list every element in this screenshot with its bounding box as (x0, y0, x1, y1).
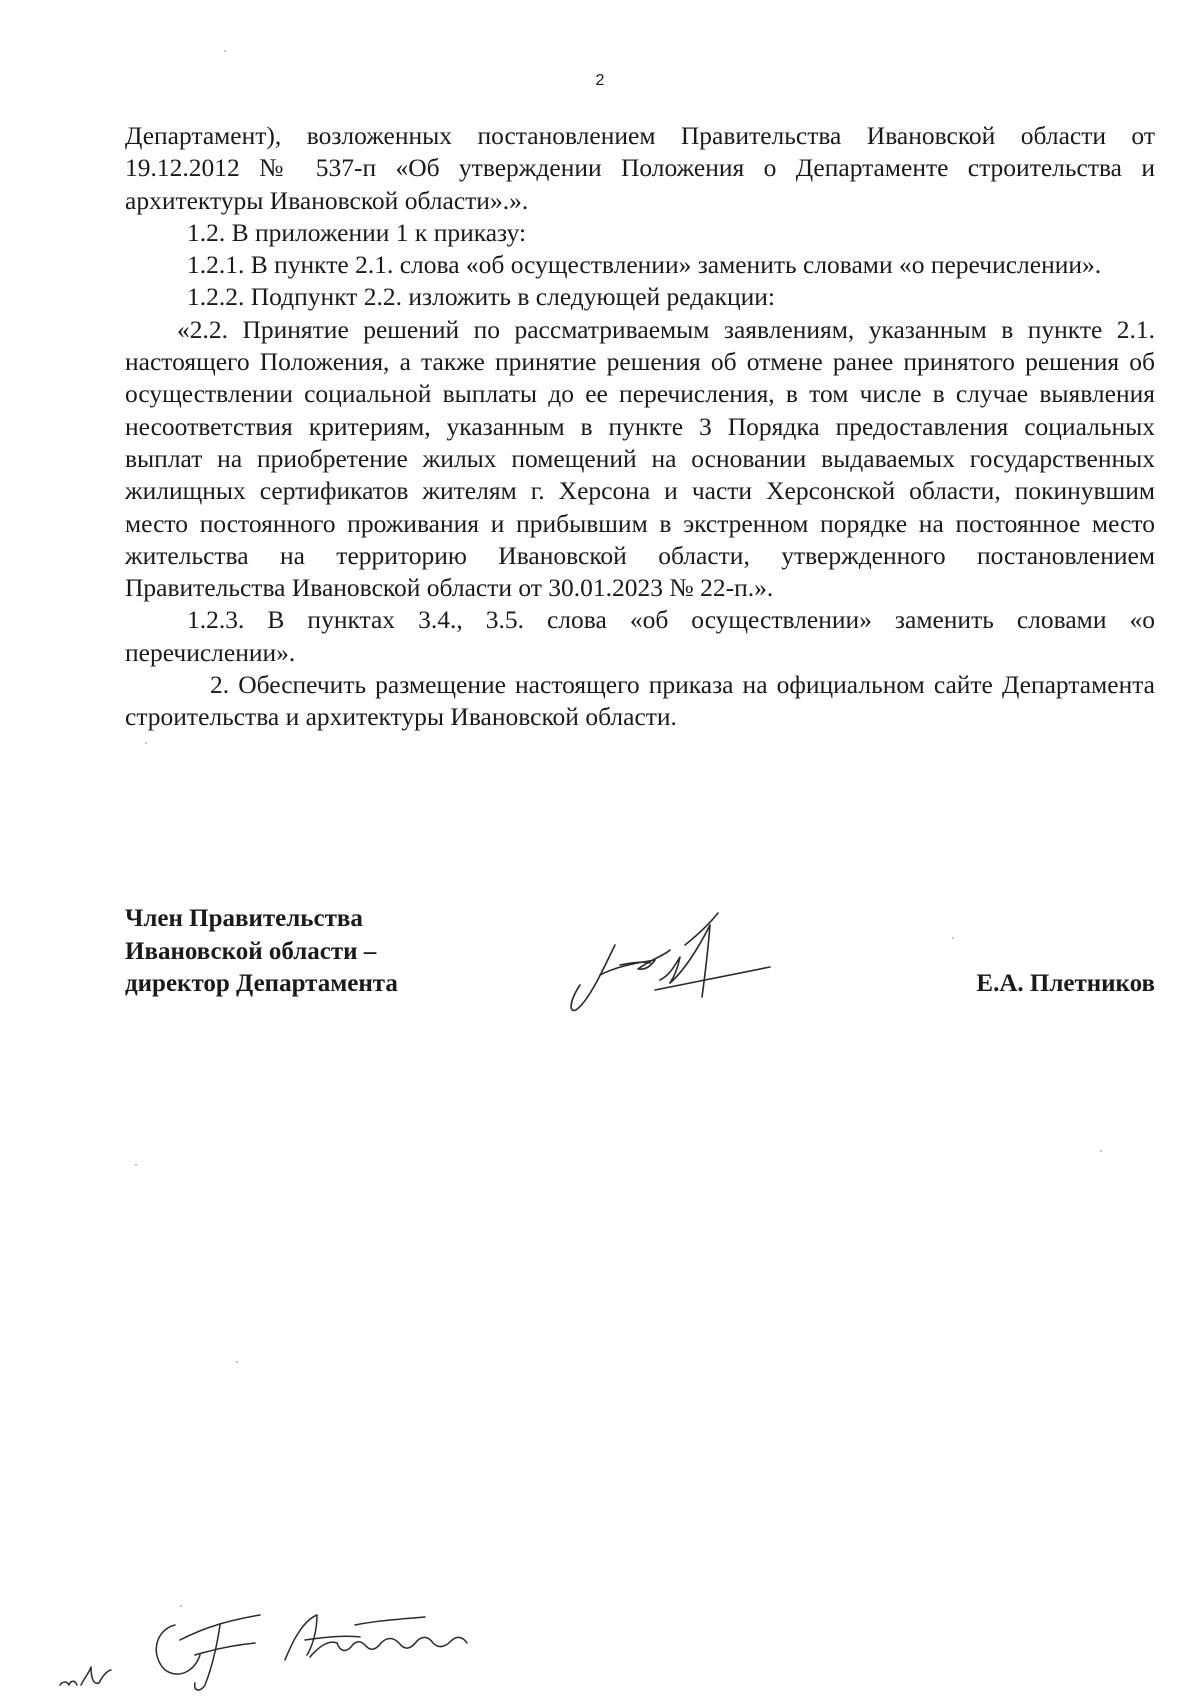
signatory-position (125, 903, 398, 1001)
document-body (125, 120, 1155, 734)
scan-speck (224, 50, 226, 52)
approval-signature (55, 1585, 525, 1695)
scan-speck (145, 742, 147, 744)
scan-speck (952, 937, 954, 939)
main-signature (560, 905, 790, 1015)
scan-speck (1100, 1150, 1102, 1152)
signatory-position-line: директор Департамента (125, 970, 398, 997)
scan-speck (135, 1164, 137, 1166)
paragraph-1-2-2: 1.2.2. Подпункт 2.2. изложить в следующей редакции: (187, 282, 775, 312)
paragraph-continuation: Департамент), возложенных постановлением Правительства Ивановской области от 19.12.2012 № 537-п «Об утверждении Положения о Департаменте строительства и архитектуры Ивановской области».». (125, 121, 1155, 215)
scan-speck (236, 1361, 238, 1363)
paragraph-2: 2. Обеспечить размещение настоящего приказа на официальном сайте Департамента строительства и архитектуры Ивановской области. (125, 670, 1155, 732)
paragraph-1-2: 1.2. В приложении 1 к приказу: (187, 217, 527, 247)
signatory-position-line: Ивановской области – (125, 937, 377, 965)
page-number: 2 (595, 72, 605, 89)
paragraph-1-2-1: 1.2.1. В пункте 2.1. слова «об осуществлении» заменить словами «о перечислении». (187, 250, 1102, 280)
signatory-name: Е.А. Плетников (976, 970, 1155, 997)
paragraph-1-2-3: 1.2.3. В пунктах 3.4., 3.5. слова «об осуществлении» заменить словами «о перечислении». (125, 605, 1155, 667)
signatory-position-line: Член Правительства (125, 905, 363, 932)
scan-speck (180, 1605, 182, 1607)
paragraph-quoted-2-2: «2.2. Принятие решений по рассматриваемым заявлениям, указанным в пункте 2.1. настоящего Положения, а также принятие решения об отмене ранее принятого решения об осуществлении социальной выплаты до ее перечисления, в том числе в случае выявления несоответствия критериям, указанным в пункте 3 Порядка предоставления социальных выплат на приобретение жилых помещений на основании выдаваемых государственных жилищных сертификатов жителям г. Херсона и части Херсонской области, покинувшим место постоянного проживания и прибывшим в экстренном порядке на постоянное место жительства на территорию Ивановской области, утвержденного постановлением Правительства Ивановской области от 30.01.2023 № 22-п.». (125, 314, 1155, 603)
